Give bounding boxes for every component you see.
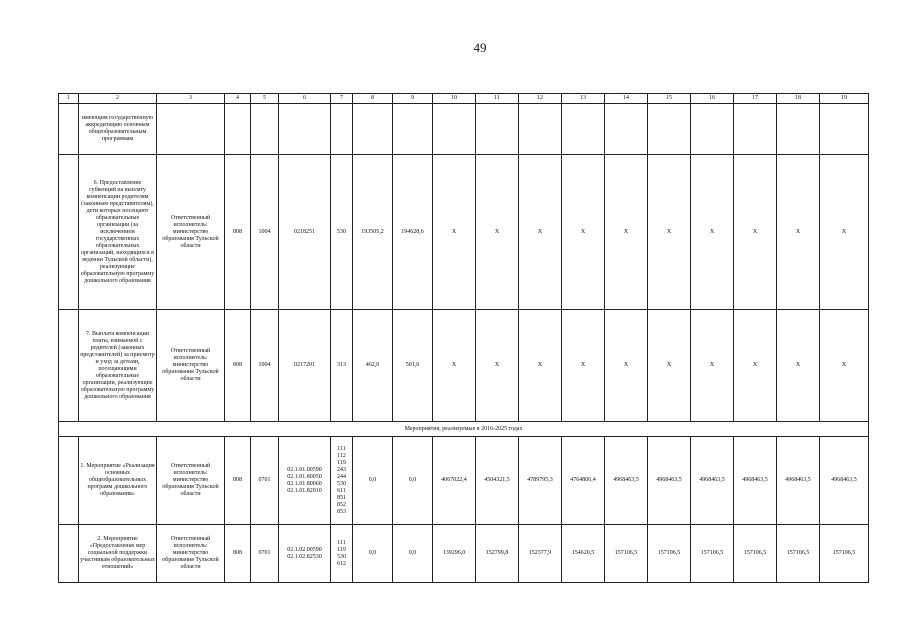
table-cell: 0,0 (393, 437, 433, 525)
table-cell: 4504321,5 (476, 437, 519, 525)
table-cell: Х (519, 310, 562, 422)
table-cell: Х (691, 310, 734, 422)
row-description: имеющим государственную аккредитацию основным общеобразовательным программам (79, 104, 157, 155)
table-cell: Х (562, 310, 605, 422)
table-cell: 0,0 (353, 525, 393, 583)
table-cell: 157106,5 (734, 525, 777, 583)
table-cell: Х (433, 155, 476, 310)
table-cell: 0701 (251, 437, 279, 525)
table-cell: 1004 (251, 310, 279, 422)
table-cell (279, 104, 331, 155)
header-cell: 18 (777, 94, 820, 104)
header-cell: 4 (225, 94, 251, 104)
table-cell (476, 104, 519, 155)
table-cell: 4968463,5 (820, 437, 869, 525)
budget-code: 02.1.02.00590 (287, 546, 322, 553)
expense-code: 119 (337, 546, 346, 553)
table-cell (433, 104, 476, 155)
header-cell: 3 (157, 94, 225, 104)
budget-code: 02.1.01.80050 (287, 473, 322, 480)
header-cell: 10 (433, 94, 476, 104)
table-cell-codes (279, 437, 331, 525)
page-number: 49 (473, 40, 487, 55)
header-cell: 2 (79, 94, 157, 104)
table-cell: 462,0 (353, 310, 393, 422)
header-cell: 17 (734, 94, 777, 104)
row-description: 7. Выплата компенсации платы, взимаемой с родителей (законных представителей) за присмотр и уход за детьми, посещающими образовательные организации, реализующие образовательную программу дошкольного образования (79, 310, 157, 422)
table-row (59, 310, 869, 422)
row-executor (157, 104, 225, 155)
budget-code: 02.1.01.00590 (287, 466, 322, 473)
table-cell: 808 (225, 155, 251, 310)
table-cell: Х (476, 155, 519, 310)
table-cell: 808 (225, 310, 251, 422)
table-cell: 313 (331, 310, 353, 422)
table-cell: Х (648, 155, 691, 310)
budget-code: 02.1.01.80060 (287, 480, 322, 487)
table-row (59, 437, 869, 525)
budget-code: 02.1.02.82530 (287, 553, 322, 560)
table-cell: 154620,5 (562, 525, 605, 583)
table-cell: 157106,5 (777, 525, 820, 583)
table-cell: Х (691, 155, 734, 310)
expense-code: 111 (337, 539, 346, 546)
table-cell (59, 437, 79, 525)
header-cell: 16 (691, 94, 734, 104)
budget-table (58, 93, 869, 583)
table-cell: 4789795,3 (519, 437, 562, 525)
table-cell (59, 310, 79, 422)
table-cell: 0701 (251, 525, 279, 583)
header-cell: 19 (820, 94, 869, 104)
table-cell (59, 104, 79, 155)
table-cell: 4968463,5 (691, 437, 734, 525)
table-cell: 194628,6 (393, 155, 433, 310)
table-cell (691, 104, 734, 155)
table-cell: 4764806,4 (562, 437, 605, 525)
table-cell: 4968463,5 (734, 437, 777, 525)
table-cell: 4968463,5 (777, 437, 820, 525)
table-cell: 0217201 (279, 310, 331, 422)
table-cell: 4067022,4 (433, 437, 476, 525)
expense-code: 530 (337, 480, 346, 487)
table-cell (225, 104, 251, 155)
table-cell: Х (648, 310, 691, 422)
table-cell: Х (605, 310, 648, 422)
table-cell: 157106,5 (648, 525, 691, 583)
table-cell (393, 104, 433, 155)
expense-code: 852 (337, 501, 346, 508)
table-cell: 501,6 (393, 310, 433, 422)
expense-code: 611 (337, 487, 346, 494)
table-cell: 4968463,5 (648, 437, 691, 525)
row-description: 2. Мероприятие «Предоставление мер социальной поддержки участникам образовательных отношений» (79, 525, 157, 583)
table-cell: 530 (331, 155, 353, 310)
expense-code: 119 (337, 459, 346, 466)
expense-code: 243 (337, 466, 346, 473)
expense-code: 111 (337, 445, 346, 452)
table-cell: 808 (225, 437, 251, 525)
expense-code: 244 (337, 473, 346, 480)
row-description: 1. Мероприятие «Реализация основных общеобразовательных программ дошкольного образования» (79, 437, 157, 525)
table-cell (562, 104, 605, 155)
table-cell: 0,0 (393, 525, 433, 583)
table-row (59, 155, 869, 310)
table-row (59, 104, 869, 155)
table-cell: 808 (225, 525, 251, 583)
section-row (59, 422, 869, 437)
header-cell: 15 (648, 94, 691, 104)
table-cell: Х (734, 155, 777, 310)
expense-code: 530 (337, 553, 346, 560)
table-cell: Х (734, 310, 777, 422)
table-cell: 1004 (251, 155, 279, 310)
header-cell: 7 (331, 94, 353, 104)
expense-code: 112 (337, 452, 346, 459)
table-cell: Х (476, 310, 519, 422)
table-cell (605, 104, 648, 155)
table-cell (820, 104, 869, 155)
header-cell: 13 (562, 94, 605, 104)
row-executor: Ответственный исполнитель: министерство образования Тульской области (157, 437, 225, 525)
table-cell (331, 104, 353, 155)
table-cell: Х (777, 310, 820, 422)
table-cell: 193505,2 (353, 155, 393, 310)
table-cell: Х (562, 155, 605, 310)
table-cell: Х (820, 155, 869, 310)
header-cell: 6 (279, 94, 331, 104)
table-cell: Х (777, 155, 820, 310)
header-cell: 9 (393, 94, 433, 104)
row-description: 6. Предоставление субвенций на выплату компенсации родителям (законным представителям), дети которых посещают образовательные организации (за исключением государственных образовательных организаций, находящихся в ведении Тульской области), реализующие образовательную программу дошкольного образования (79, 155, 157, 310)
table-cell: 157106,5 (691, 525, 734, 583)
header-row (59, 94, 869, 104)
header-cell: 5 (251, 94, 279, 104)
budget-code: 02.1.01.82910 (287, 487, 322, 494)
header-cell: 14 (605, 94, 648, 104)
expense-code: 612 (337, 560, 346, 567)
table-cell: 139296,0 (433, 525, 476, 583)
table-cell: 152377,9 (519, 525, 562, 583)
table-cell: 157106,5 (605, 525, 648, 583)
table-cell (777, 104, 820, 155)
header-cell: 11 (476, 94, 519, 104)
table-cell (519, 104, 562, 155)
header-cell: 1 (59, 94, 79, 104)
expense-code: 851 (337, 494, 346, 501)
table-cell (648, 104, 691, 155)
table-cell: 152799,8 (476, 525, 519, 583)
table-cell: Х (519, 155, 562, 310)
table-cell-codes (331, 437, 353, 525)
table-cell: 0,0 (353, 437, 393, 525)
table-cell-codes (279, 525, 331, 583)
row-executor: Ответственный исполнитель: министерство образования Тульской области (157, 155, 225, 310)
table-cell: 157106,5 (820, 525, 869, 583)
table-cell: Х (605, 155, 648, 310)
table-cell-codes (331, 525, 353, 583)
section-title: Мероприятия, реализуемые в 2016-2025 годах (59, 422, 869, 437)
table-cell (251, 104, 279, 155)
table-cell (59, 155, 79, 310)
table-row (59, 525, 869, 583)
row-executor: Ответственный исполнитель: министерство образования Тульской области (157, 310, 225, 422)
row-executor: Ответственный исполнитель: министерство образования Тульской области (157, 525, 225, 583)
table-cell: Х (433, 310, 476, 422)
table-cell: 0218251 (279, 155, 331, 310)
header-cell: 8 (353, 94, 393, 104)
table-cell: Х (820, 310, 869, 422)
table-cell: 4968463,5 (605, 437, 648, 525)
expense-code: 853 (337, 508, 346, 515)
table-cell (59, 525, 79, 583)
table-cell (353, 104, 393, 155)
header-cell: 12 (519, 94, 562, 104)
table-cell (734, 104, 777, 155)
